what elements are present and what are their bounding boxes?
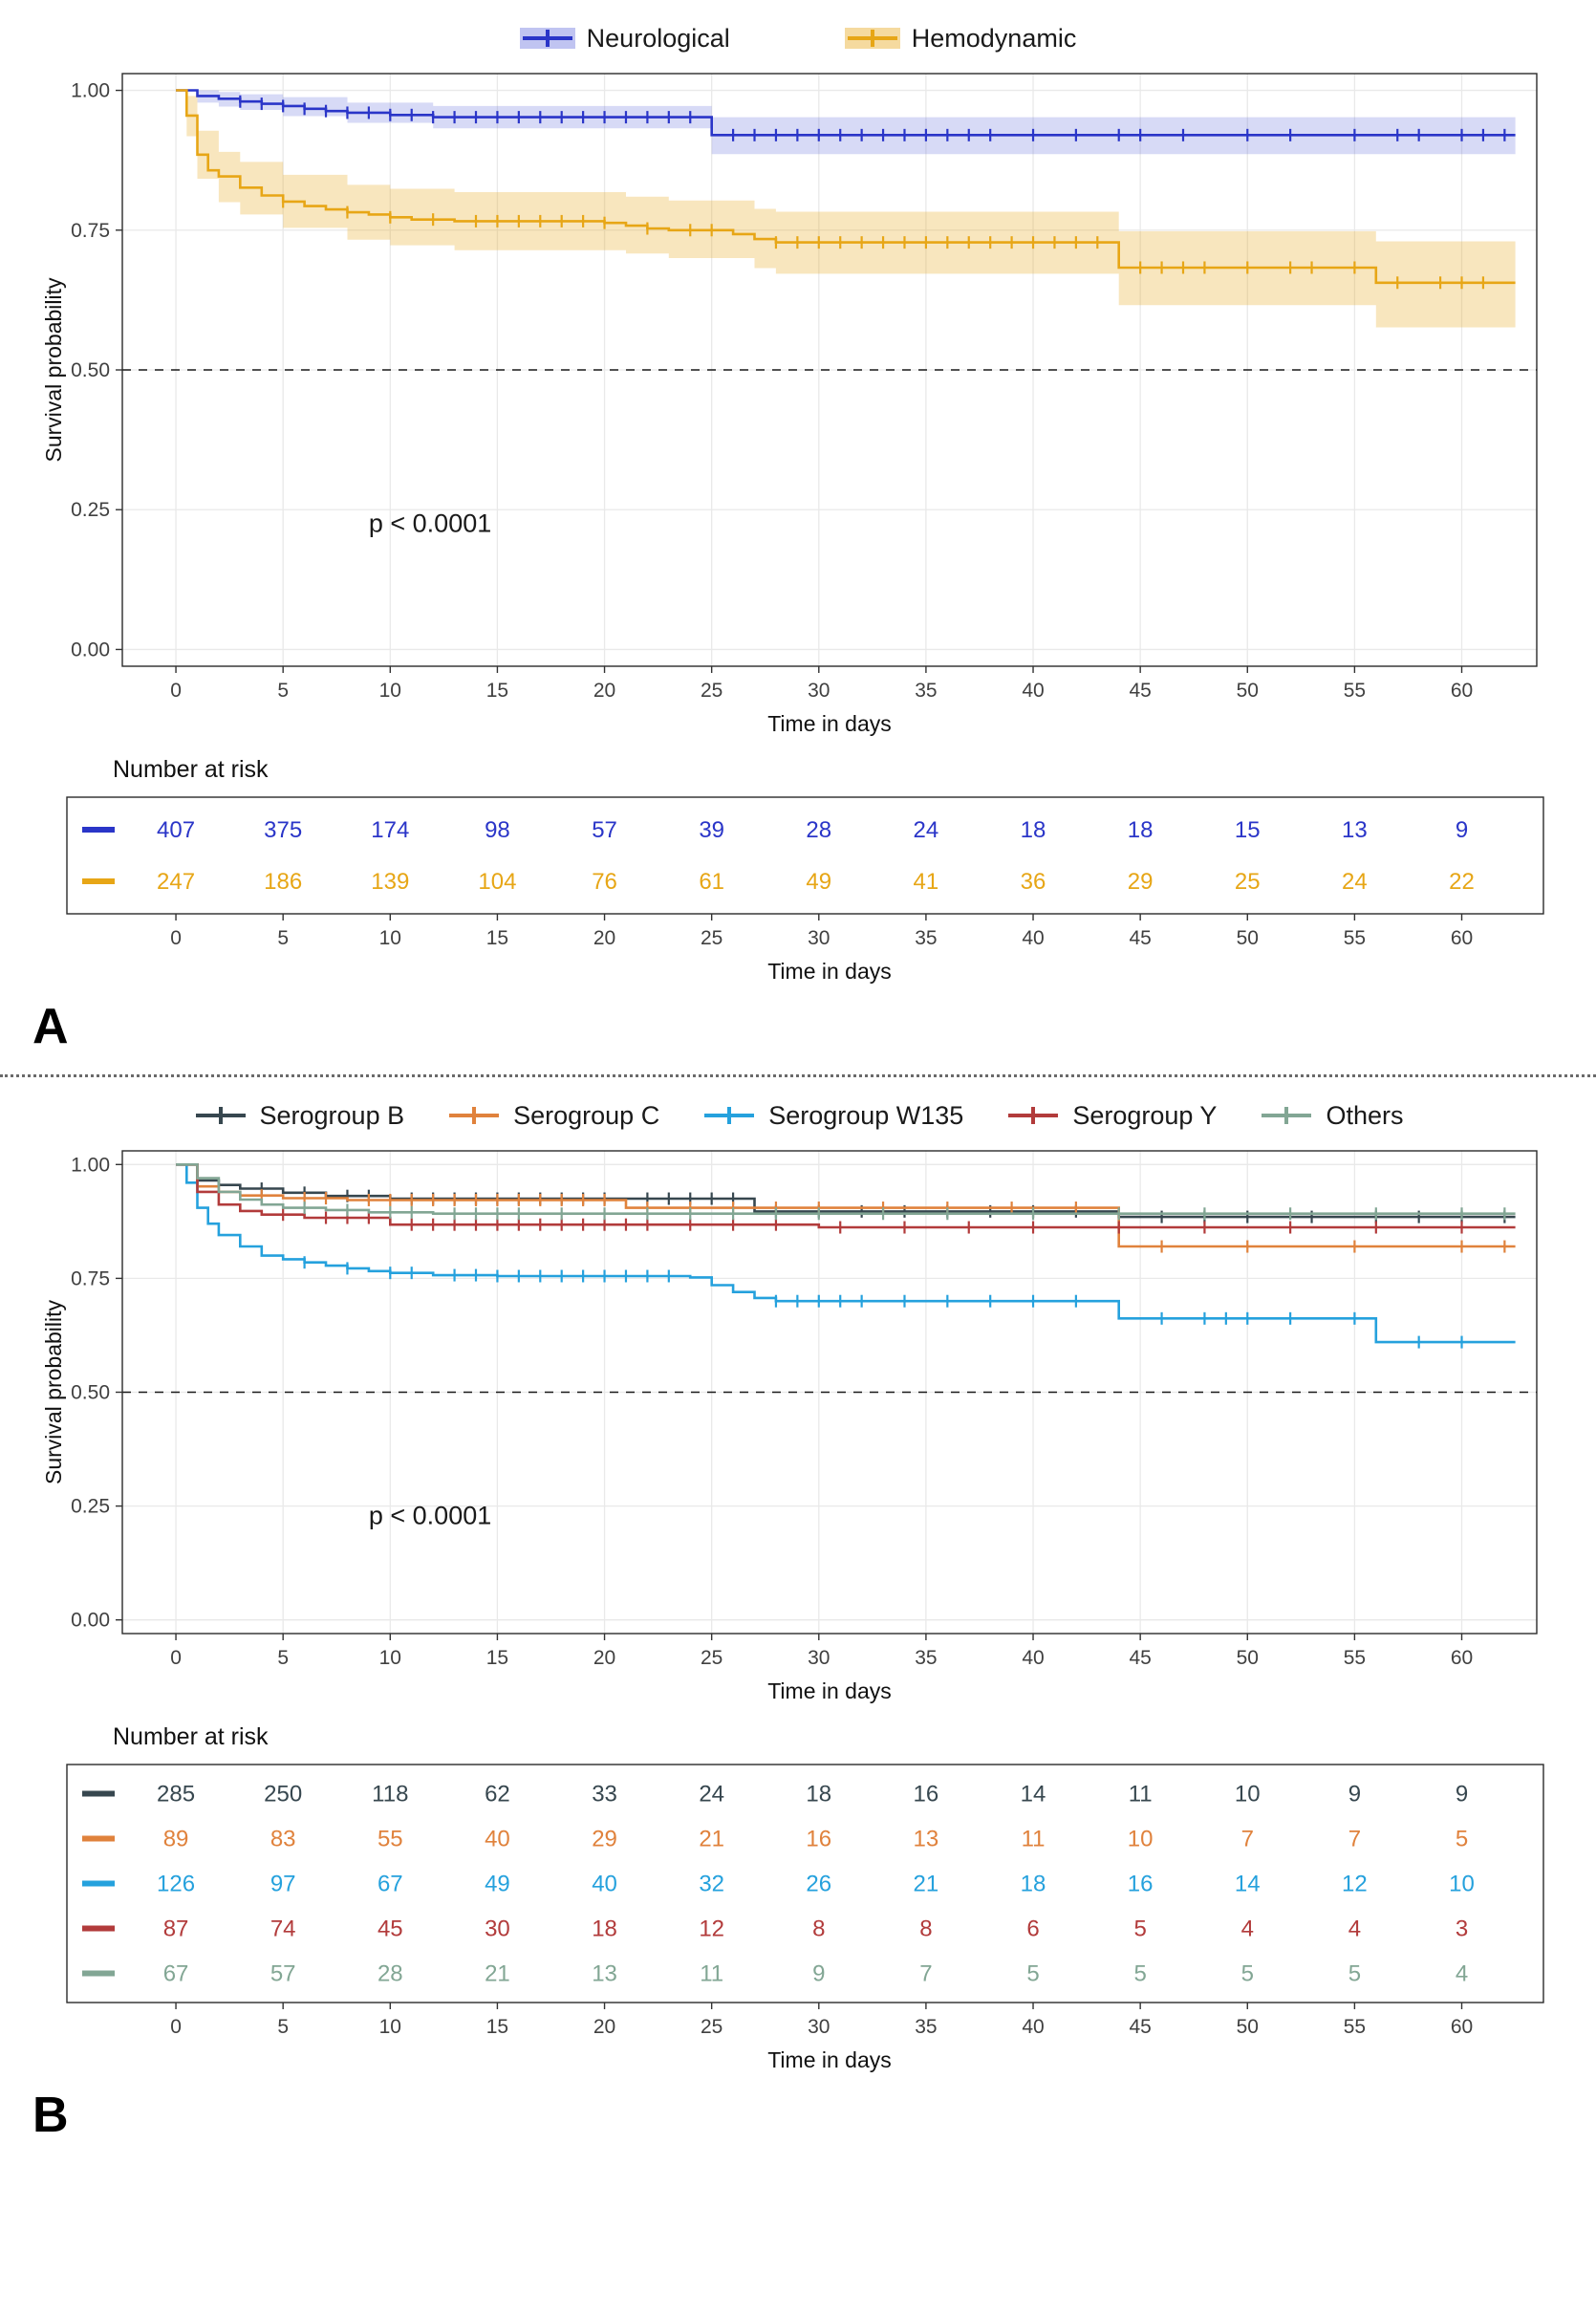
svg-text:74: 74	[270, 1916, 296, 1942]
svg-text:40: 40	[1022, 680, 1045, 702]
svg-text:40: 40	[485, 1826, 510, 1852]
svg-text:1.00: 1.00	[71, 1154, 110, 1177]
neurological-legend-key-icon	[520, 23, 575, 54]
svg-text:4: 4	[1348, 1916, 1362, 1942]
svg-text:5: 5	[1455, 1826, 1469, 1852]
svg-text:16: 16	[913, 1781, 939, 1808]
svg-text:21: 21	[913, 1871, 939, 1897]
serogroup-c-legend-key-icon	[446, 1100, 502, 1131]
svg-text:61: 61	[699, 869, 725, 895]
svg-text:33: 33	[592, 1781, 617, 1808]
svg-text:10: 10	[1234, 1781, 1261, 1808]
svg-text:29: 29	[592, 1826, 617, 1852]
svg-text:41: 41	[913, 869, 939, 895]
svg-text:40: 40	[1022, 1647, 1045, 1669]
svg-text:5: 5	[277, 680, 290, 702]
svg-text:18: 18	[1020, 1871, 1046, 1897]
y-axis-title: Survival probability	[41, 277, 66, 463]
svg-text:20: 20	[593, 680, 616, 702]
svg-text:14: 14	[1234, 1871, 1261, 1897]
svg-text:45: 45	[1129, 2016, 1152, 2038]
svg-text:250: 250	[264, 1781, 303, 1808]
survival-chart-a	[38, 59, 1558, 743]
svg-text:0.25: 0.25	[71, 1495, 110, 1518]
svg-text:10: 10	[1449, 1871, 1475, 1897]
svg-text:20: 20	[593, 927, 616, 949]
svg-text:18: 18	[1127, 817, 1154, 843]
risk-axis	[170, 914, 1473, 949]
svg-text:5: 5	[1133, 1916, 1147, 1942]
svg-text:60: 60	[1450, 927, 1474, 949]
svg-text:30: 30	[808, 680, 830, 702]
legend-item-neurological	[520, 23, 730, 54]
x-axis-title: Time in days	[767, 711, 892, 736]
svg-text:22: 22	[1449, 869, 1475, 895]
legend-label-neurological: Neurological	[586, 23, 730, 53]
legend-item-others	[1259, 1100, 1403, 1131]
svg-text:13: 13	[913, 1826, 939, 1852]
svg-text:118: 118	[372, 1781, 409, 1808]
svg-text:7: 7	[1348, 1826, 1362, 1852]
svg-text:0: 0	[170, 2016, 182, 2038]
svg-text:25: 25	[700, 1647, 723, 1669]
risk-table-b	[38, 1759, 1558, 2085]
svg-text:67: 67	[377, 1871, 403, 1897]
svg-text:60: 60	[1450, 1647, 1474, 1669]
svg-text:9: 9	[1348, 1781, 1362, 1808]
svg-text:3: 3	[1455, 1916, 1469, 1942]
svg-text:36: 36	[1020, 869, 1046, 895]
survival-chart-b	[38, 1137, 1558, 1710]
legend-b	[0, 1100, 1596, 1131]
svg-text:24: 24	[1342, 869, 1368, 895]
svg-text:98: 98	[485, 817, 510, 843]
risk-axis	[170, 2003, 1473, 2038]
svg-text:186: 186	[264, 869, 303, 895]
svg-text:1.00: 1.00	[71, 79, 110, 102]
svg-text:30: 30	[808, 2016, 830, 2038]
svg-text:21: 21	[699, 1826, 725, 1852]
svg-text:9: 9	[812, 1960, 826, 1987]
legend-label-serogroup-w135: Serogroup W135	[768, 1100, 964, 1130]
legend-item-hemodynamic	[845, 23, 1077, 54]
svg-text:8: 8	[919, 1916, 933, 1942]
svg-text:0.50: 0.50	[71, 1381, 110, 1404]
svg-text:32: 32	[699, 1871, 725, 1897]
svg-text:11: 11	[1128, 1781, 1153, 1808]
svg-text:20: 20	[593, 2016, 616, 2038]
svg-text:0.75: 0.75	[71, 1267, 110, 1290]
svg-text:76: 76	[592, 869, 617, 895]
svg-text:50: 50	[1236, 1647, 1259, 1669]
svg-text:10: 10	[378, 927, 401, 949]
svg-text:5: 5	[1026, 1960, 1040, 1987]
svg-text:57: 57	[270, 1960, 296, 1987]
svg-text:0.50: 0.50	[71, 359, 110, 381]
svg-text:87: 87	[162, 1916, 189, 1942]
svg-text:18: 18	[1020, 817, 1046, 843]
legend-label-serogroup-b: Serogroup B	[259, 1100, 405, 1130]
svg-text:10: 10	[378, 680, 401, 702]
svg-text:0.25: 0.25	[71, 499, 110, 522]
risk-x-axis-title: Time in days	[767, 2047, 892, 2072]
legend-label-serogroup-c: Serogroup C	[513, 1100, 660, 1130]
legend-item-serogroup-y	[1005, 1100, 1217, 1131]
svg-text:60: 60	[1450, 2016, 1474, 2038]
svg-text:39: 39	[699, 817, 725, 843]
panel-b	[0, 1100, 1596, 2144]
svg-text:25: 25	[700, 680, 723, 702]
svg-text:5: 5	[1240, 1960, 1254, 1987]
svg-text:97: 97	[270, 1871, 296, 1897]
svg-text:45: 45	[1129, 680, 1152, 702]
svg-text:4: 4	[1240, 1916, 1254, 1942]
svg-text:13: 13	[1342, 817, 1368, 843]
svg-text:15: 15	[485, 1647, 509, 1669]
svg-text:285: 285	[157, 1781, 196, 1808]
svg-text:21: 21	[485, 1960, 510, 1987]
risk-table-title-a: Number at risk	[113, 756, 269, 783]
serogroup-b-legend-key-icon	[193, 1100, 248, 1131]
risk-x-axis-title: Time in days	[767, 959, 892, 984]
svg-text:18: 18	[592, 1916, 617, 1942]
svg-text:15: 15	[485, 927, 509, 949]
svg-text:45: 45	[1129, 1647, 1152, 1669]
svg-text:14: 14	[1020, 1781, 1046, 1808]
svg-text:375: 375	[264, 817, 303, 843]
svg-text:13: 13	[592, 1960, 617, 1987]
legend-label-hemodynamic: Hemodynamic	[911, 23, 1077, 53]
svg-text:10: 10	[378, 2016, 401, 2038]
svg-text:0: 0	[170, 680, 182, 702]
svg-text:10: 10	[1127, 1826, 1154, 1852]
panel-a	[0, 23, 1596, 1055]
svg-text:174: 174	[371, 817, 410, 843]
svg-text:18: 18	[806, 1781, 832, 1808]
svg-text:29: 29	[1127, 869, 1154, 895]
svg-text:25: 25	[700, 927, 723, 949]
svg-text:55: 55	[1343, 680, 1367, 702]
svg-text:12: 12	[1342, 1871, 1368, 1897]
risk-table-border	[67, 797, 1543, 914]
svg-text:12: 12	[699, 1916, 725, 1942]
svg-text:24: 24	[699, 1781, 725, 1808]
svg-text:62: 62	[485, 1781, 510, 1808]
svg-text:28: 28	[377, 1960, 403, 1987]
svg-text:0.00: 0.00	[71, 639, 110, 661]
svg-text:45: 45	[377, 1916, 403, 1942]
legend-item-serogroup-b	[193, 1100, 405, 1131]
svg-text:25: 25	[1234, 869, 1261, 895]
svg-text:30: 30	[808, 1647, 830, 1669]
others-legend-key-icon	[1259, 1100, 1314, 1131]
svg-text:50: 50	[1236, 927, 1259, 949]
svg-text:4: 4	[1455, 1960, 1469, 1987]
panel-label-b: B	[32, 2088, 69, 2143]
legend-label-others: Others	[1326, 1100, 1404, 1130]
svg-text:5: 5	[277, 1647, 290, 1669]
svg-text:10: 10	[378, 1647, 401, 1669]
svg-text:35: 35	[915, 680, 938, 702]
hemodynamic-legend-key-icon	[845, 23, 900, 54]
legend-item-serogroup-c	[446, 1100, 659, 1131]
svg-text:0.75: 0.75	[71, 219, 110, 242]
svg-text:20: 20	[593, 1647, 616, 1669]
svg-text:40: 40	[1022, 927, 1045, 949]
serogroup-y-legend-key-icon	[1005, 1100, 1061, 1131]
risk-table-title-b: Number at risk	[113, 1723, 269, 1750]
y-axis-title: Survival probability	[41, 1299, 66, 1485]
svg-text:49: 49	[485, 1871, 510, 1897]
legend-item-serogroup-w135	[701, 1100, 963, 1131]
svg-text:49: 49	[806, 869, 832, 895]
svg-text:247: 247	[157, 869, 196, 895]
svg-text:9: 9	[1455, 1781, 1469, 1808]
panel-divider	[0, 1074, 1596, 1077]
svg-text:5: 5	[277, 2016, 290, 2038]
svg-text:104: 104	[478, 869, 517, 895]
svg-text:89: 89	[162, 1826, 189, 1852]
p-value: p < 0.0001	[368, 509, 492, 538]
svg-text:60: 60	[1450, 680, 1474, 702]
svg-text:15: 15	[1234, 817, 1261, 843]
svg-text:9: 9	[1455, 817, 1469, 843]
svg-text:16: 16	[1127, 1871, 1154, 1897]
svg-text:35: 35	[915, 927, 938, 949]
svg-text:8: 8	[812, 1916, 826, 1942]
legend-label-serogroup-y: Serogroup Y	[1072, 1100, 1218, 1130]
svg-text:30: 30	[485, 1916, 510, 1942]
svg-text:5: 5	[1133, 1960, 1147, 1987]
legend-a	[0, 23, 1596, 54]
svg-text:35: 35	[915, 1647, 938, 1669]
svg-text:7: 7	[919, 1960, 933, 1987]
svg-text:55: 55	[1343, 1647, 1367, 1669]
svg-text:30: 30	[808, 927, 830, 949]
svg-text:407: 407	[157, 817, 196, 843]
svg-text:15: 15	[485, 680, 509, 702]
serogroup-w135-legend-key-icon	[701, 1100, 757, 1131]
svg-text:35: 35	[915, 2016, 938, 2038]
svg-text:7: 7	[1240, 1826, 1254, 1852]
svg-text:6: 6	[1026, 1916, 1040, 1942]
svg-text:55: 55	[377, 1826, 403, 1852]
svg-text:126: 126	[157, 1871, 196, 1897]
svg-text:57: 57	[592, 817, 617, 843]
svg-text:0: 0	[170, 1647, 182, 1669]
svg-text:55: 55	[1343, 2016, 1367, 2038]
svg-text:5: 5	[1348, 1960, 1362, 1987]
svg-text:25: 25	[700, 2016, 723, 2038]
svg-text:83: 83	[270, 1826, 296, 1852]
svg-text:16: 16	[806, 1826, 832, 1852]
svg-text:11: 11	[1021, 1826, 1046, 1852]
svg-text:50: 50	[1236, 680, 1259, 702]
risk-table-a	[38, 791, 1558, 996]
svg-text:50: 50	[1236, 2016, 1259, 2038]
svg-text:5: 5	[277, 927, 290, 949]
svg-text:40: 40	[1022, 2016, 1045, 2038]
svg-text:67: 67	[162, 1960, 189, 1987]
svg-text:11: 11	[700, 1960, 724, 1987]
svg-text:40: 40	[592, 1871, 617, 1897]
svg-text:139: 139	[371, 869, 410, 895]
panel-label-a: A	[32, 999, 69, 1054]
x-axis-title: Time in days	[767, 1678, 892, 1703]
svg-text:55: 55	[1343, 927, 1367, 949]
svg-text:24: 24	[913, 817, 939, 843]
svg-text:45: 45	[1129, 927, 1152, 949]
svg-text:26: 26	[806, 1871, 832, 1897]
svg-text:0.00: 0.00	[71, 1609, 110, 1632]
p-value: p < 0.0001	[368, 1501, 492, 1530]
svg-text:0: 0	[170, 927, 182, 949]
svg-text:15: 15	[485, 2016, 509, 2038]
svg-text:28: 28	[806, 817, 832, 843]
